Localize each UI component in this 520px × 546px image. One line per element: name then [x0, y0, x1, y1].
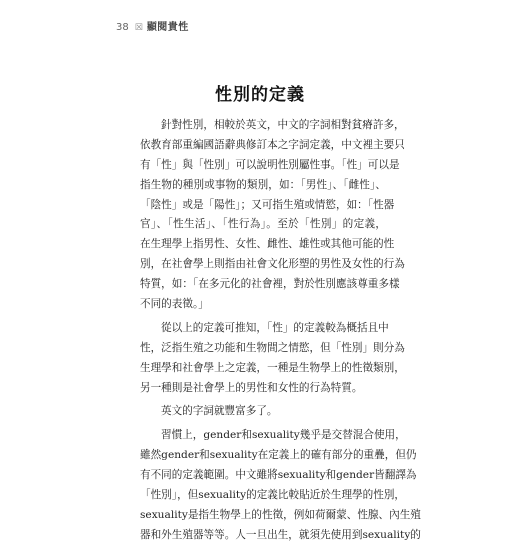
- text-line: 在生理學上指男性、女性、雌性、雄性或其他可能的性: [140, 238, 395, 251]
- section-title: 性別的定義: [215, 85, 305, 105]
- text-line: 針對性別，相較於英文，中文的字詞相對貧瘠許多，: [161, 119, 405, 131]
- text-line: 另一種則是社會學上的男性和女性的行為特質。: [140, 381, 363, 394]
- text-line: 英文的字詞就豐富多了。: [161, 405, 278, 418]
- text-line: 官」、「性生活」、「性行為」。至於「性別」的定義，: [140, 218, 386, 231]
- text-line: sexuality是指生物學上的性徵，例如荷爾蒙、性腺、內生殖: [140, 508, 421, 521]
- paragraph: [140, 426, 421, 545]
- text-line: 不同的表徵。」: [140, 298, 209, 311]
- text-line: 指生物的種別或事物的類別，如：「男性」、「雌性」、: [140, 178, 386, 191]
- paragraph: [140, 402, 386, 422]
- text-line: 有「性」與「性別」可以說明性別屬性事。「性」可以是: [140, 158, 400, 171]
- text-line: 從以上的定義可推知，「性」的定義較為概括且中: [161, 321, 389, 334]
- book-title: 顯閱貴性: [146, 22, 189, 33]
- page-number: 38: [116, 22, 129, 33]
- text-line: 有不同的定義範圍。中文雖將sexuality和gender皆翻譯為: [140, 469, 417, 482]
- text-line: 生理學和社會學上之定義，一種是生物學上的性徵類別，: [140, 361, 405, 374]
- text-line: 依教育部重編國語辭典修訂本之字詞定義，中文裡主要只: [140, 138, 405, 151]
- text-line: 別，在社會學上則指由社會文化形塑的男性及女性的行為: [140, 258, 405, 271]
- body-text: [140, 116, 421, 546]
- text-line: 性，泛指生殖之功能和生物間之情慾，但「性別」則分為: [140, 341, 405, 354]
- paragraph: [140, 319, 405, 399]
- text-line: 「陰性」或是「陽性」；又可指生殖或情慾，如：「性器: [140, 198, 395, 211]
- paragraph: [140, 116, 405, 315]
- text-line: 雖然gender和sexuality在定義上的確有部分的重疊，但仍: [140, 449, 417, 462]
- header-separator-icon: ☒: [134, 23, 143, 33]
- text-line: 習慣上，gender和sexuality幾乎是交替混合使用，: [161, 429, 406, 442]
- running-header: [116, 18, 189, 33]
- text-line: 「性別」，但sexuality的定義比較貼近於生理學的性別，: [140, 489, 406, 502]
- text-line: 器和外生殖器等等。人一旦出生，就須先使用到sexuality的: [140, 528, 421, 541]
- text-line: 特質，如：「在多元化的社會裡，對於性別應該尊重多樣: [140, 278, 400, 291]
